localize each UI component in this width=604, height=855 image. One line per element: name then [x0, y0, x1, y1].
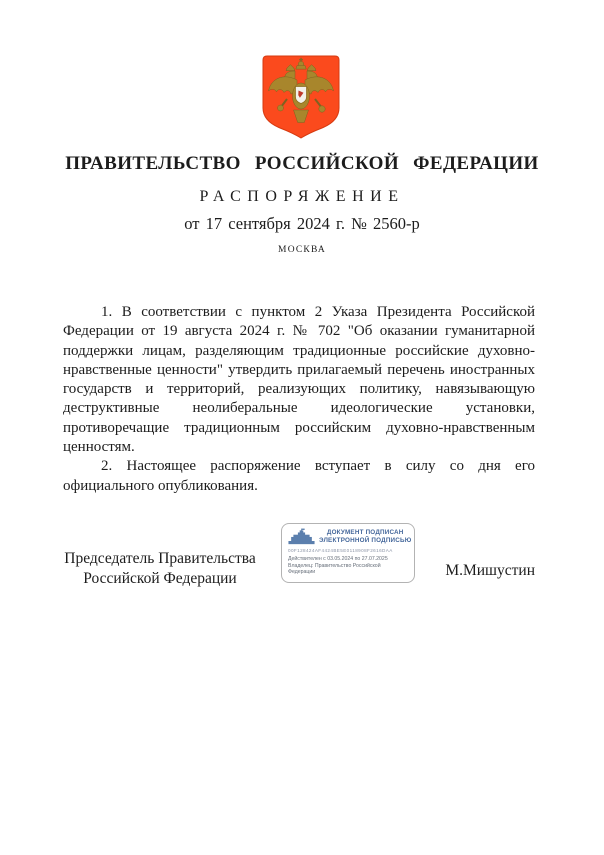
paragraph-2: 2. Настоящее распоряжение вступает в силу со дня его официального опубликования. — [63, 458, 535, 494]
certificate-number: 00F128424AF4424BE5E0118908F2616DAA — [288, 548, 393, 553]
certificate-owner: Владелец: Правительство Российской Федерации — [288, 562, 381, 576]
signatory-name: М.Мишустин — [445, 562, 535, 579]
certificate-validity: Действителен с 03.05.2024 по 27.07.2025 — [288, 555, 388, 562]
signatory-position-line2: Российской Федерации — [83, 570, 237, 587]
government-building-icon — [288, 528, 315, 545]
stamp-title: ДОКУМЕНТ ПОДПИСАН ЭЛЕКТРОННОЙ ПОДПИСЬЮ — [319, 528, 412, 544]
government-title: ПРАВИТЕЛЬСТВО РОССИЙСКОЙ ФЕДЕРАЦИИ — [65, 153, 539, 174]
signatory-position — [62, 549, 258, 589]
signatory-position-line1: Председатель Правительства — [64, 550, 256, 567]
document-type: РАСПОРЯЖЕНИЕ — [199, 188, 405, 205]
city-label: МОСКВА — [278, 245, 326, 255]
date-and-number: от 17 сентября 2024 г. № 2560-р — [184, 214, 420, 233]
russia-coat-of-arms-icon — [262, 55, 340, 139]
document-body — [63, 303, 535, 496]
stamp-header — [288, 528, 412, 545]
paragraph-1: 1. В соответствии с пунктом 2 Указа Президента Российской Федерации от 19 августа 2024 г. № 702 "Об оказании гуманитарной поддержки лицам, разделяющим традиционные российские духовно-нравственные ценности" утвердить прилагаемый перечень иностранных государств и территорий, реализующих политику, навязывающую деструктивные неолиберальные идеологические установки, противоречащие традиционным российским духовно-нравственным ценностям. — [63, 304, 535, 456]
